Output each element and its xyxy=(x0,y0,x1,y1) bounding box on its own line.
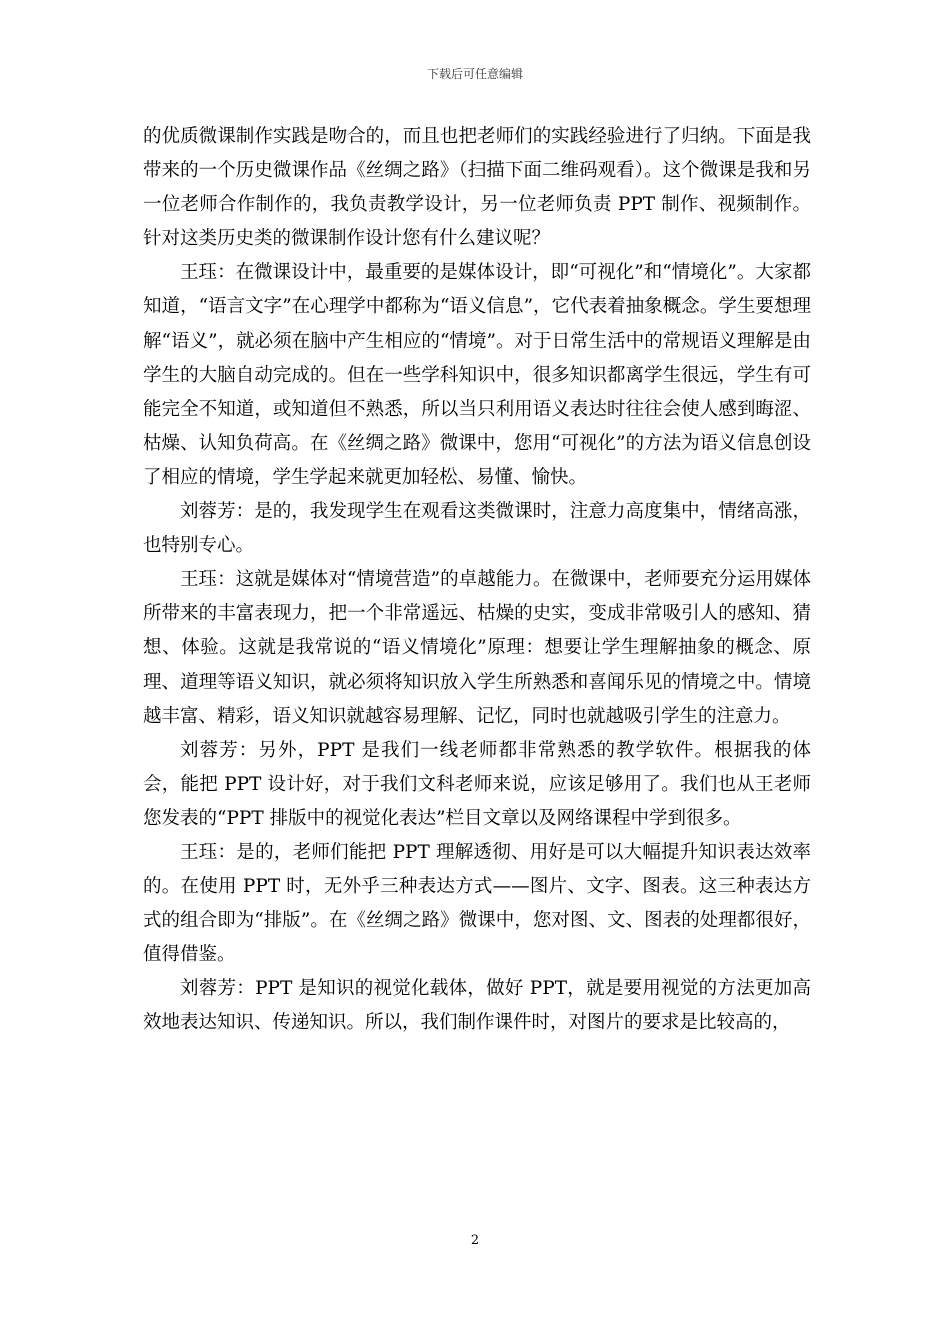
paragraph-1: 的优质微课制作实践是吻合的，而且也把老师们的实践经验进行了归纳。下面是我带来的一个历史微课作品《丝绸之路》（扫描下面二维码观看）。这个微课是我和另一位老师合作制作的，我负责教学设计，另一位老师负责 PPT 制作、视频制作。针对这类历史类的微课制作设计您有什么建议呢？ xyxy=(143,126,811,250)
paragraph-5: 刘蓉芳：另外，PPT 是我们一线老师都非常熟悉的教学软件。根据我的体会，能把 PPT 设计好，对于我们文科老师来说，应该足够用了。我们也从王老师您发表的“PPT 排版中的视觉化表达”栏目文章以及网络课程中学到很多。 xyxy=(143,739,811,829)
page-number: 2 xyxy=(470,1233,480,1248)
paragraph-3: 刘蓉芳：是的，我发现学生在观看这类微课时，注意力高度集中，情绪高涨，也特别专心。 xyxy=(143,501,811,557)
paragraph-4: 王珏：这就是媒体对“情境营造”的卓越能力。在微课中，老师要充分运用媒体所带来的丰富表现力，把一个非常遥远、枯燥的史实，变成非常吸引人的感知、猜想、体验。这就是我常说的“语义情境化”原理：想要让学生理解抽象的概念、原理、道理等语义知识，就必须将知识放入学生所熟悉和喜闻乐见的情境之中。情境越丰富、精彩，语义知识就越容易理解、记忆，同时也就越吸引学生的注意力。 xyxy=(143,569,811,727)
paragraph-6: 王珏：是的，老师们能把 PPT 理解透彻、用好是可以大幅提升知识表达效率的。在使用 PPT 时，无外乎三种表达方式——图片、文字、图表。这三种表达方式的组合即为“排版”。在《丝绸之路》微课中，您对图、文、图表的处理都很好，值得借鉴。 xyxy=(143,841,811,966)
paragraph-2: 王珏：在微课设计中，最重要的是媒体设计，即“可视化”和“情境化”。大家都知道，“语言文字”在心理学中都称为“语义信息”，它代表着抽象概念。学生要想理解“语义”，就必须在脑中产生相应的“情境”。对于日常生活中的常规语义理解是由学生的大脑自动完成的。但在一些学科知识中，很多知识都离学生很远，学生有可能完全不知道，或知道但不熟悉，所以当只利用语义表达时往往会使人感到晦涩、枯燥、认知负荷高。在《丝绸之路》微课中，您用“可视化”的方法为语义信息创设了相应的情境，学生学起来就更加轻松、易懂、愉快。 xyxy=(143,262,811,488)
paragraph-7: 刘蓉芳：PPT 是知识的视觉化载体，做好 PPT，就是要用视觉的方法更加高效地表达知识、传递知识。所以，我们制作课件时，对图片的要求是比较高的， xyxy=(143,978,811,1034)
page-header: 下载后可任意编辑 xyxy=(426,67,523,81)
document-body xyxy=(143,120,811,1041)
